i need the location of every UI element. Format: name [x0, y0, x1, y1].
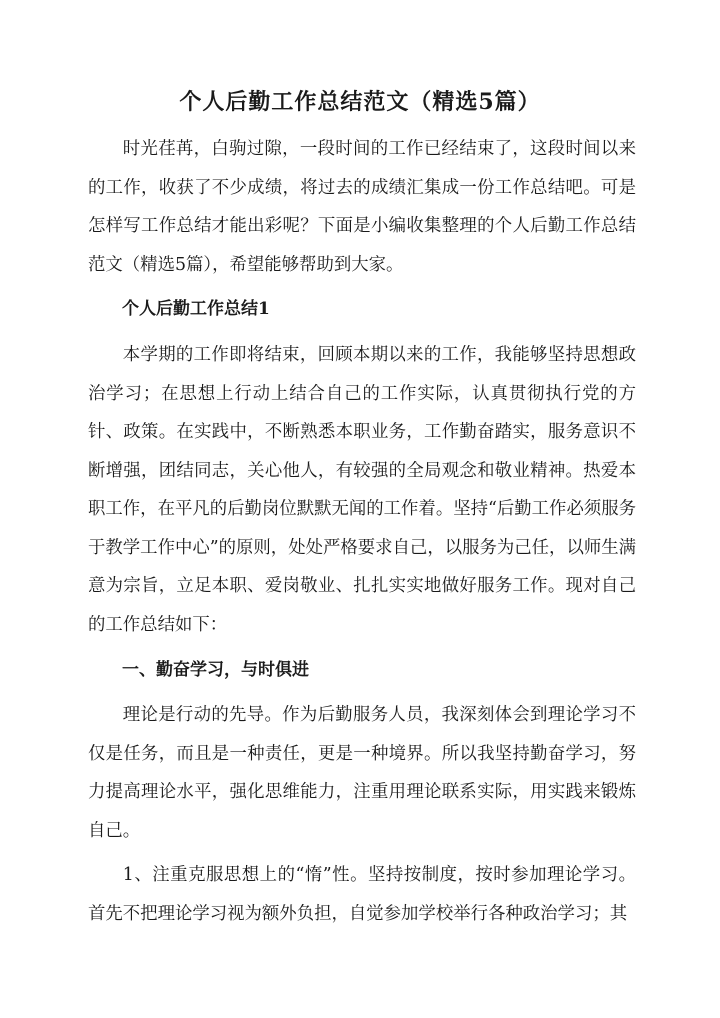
body-paragraph-1: 本学期的工作即将结束，回顾本期以来的工作，我能够坚持思想政治学习；在思想上行动上结合自己的工作实际，认真贯彻执行党的方针、政策。在实践中，不断熟悉本职业务，工作勤奋踏实，服务意识不断增强，团结同志，关心他人，有较强的全局观念和敬业精神。热爱本职工作，在平凡的后勤岗位默默无闻的工作着。坚持“后勤工作必须服务于教学工作中心”的原则，处处严格要求自己，以服务为己任，以师生满意为宗旨，立足本职、爱岗敬业、扎扎实实地做好服务工作。现对自己的工作总结如下： [88, 345, 637, 635]
section-heading: 个人后勤工作总结1 [122, 299, 270, 319]
intro-paragraph: 时光荏苒，白驹过隙，一段时间的工作已经结束了，这段时间以来的工作，收获了不少成绩，将过去的成绩汇集成一份工作总结吧。可是怎样写工作总结才能出彩呢？下面是小编收集整理的个人后勤工作总结范文（精选5篇），希望能够帮助到大家。 [88, 139, 636, 275]
document-title: 个人后勤工作总结范文（精选5篇） [179, 89, 541, 115]
subheading-1: 一、勤奋学习，与时俱进 [122, 660, 309, 680]
body-paragraph-3: 1、注重克服思想上的“惰”性。坚持按制度，按时参加理论学习。首先不把理论学习视为额外负担，自觉参加学校举行各种政治学习；其 [88, 865, 636, 924]
body-paragraph-2: 理论是行动的先导。作为后勤服务人员，我深刻体会到理论学习不仅是任务，而且是一种责任，更是一种境界。所以我坚持勤奋学习，努力提高理论水平，强化思维能力，注重用理论联系实际，用实践来锻炼自己。 [88, 705, 636, 841]
